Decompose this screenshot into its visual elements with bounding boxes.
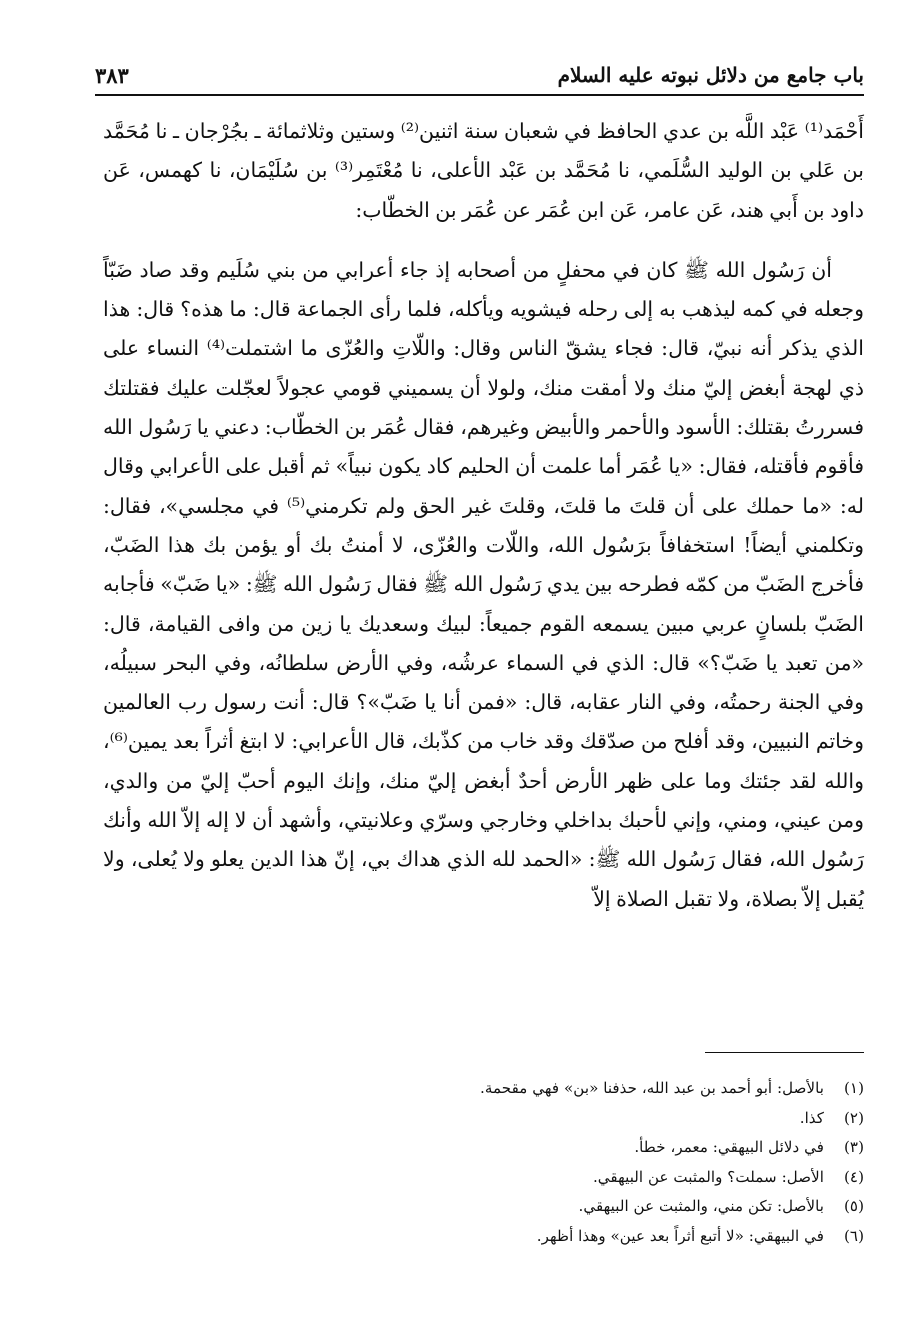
- footnote-divider: [705, 1052, 864, 1053]
- footnote-number: (٤): [843, 1167, 864, 1186]
- footnote-text: بالأصل: تكن مني، والمثبت عن البيهقي.: [578, 1197, 824, 1216]
- page-number: ٣٨٣: [95, 62, 129, 88]
- footnote-number: (٣): [843, 1138, 864, 1157]
- footnote-number: (٥): [843, 1197, 864, 1216]
- footnote-text: كذا.: [799, 1108, 824, 1127]
- footnote-number: (٢): [843, 1108, 864, 1127]
- footnote-text: بالأصل: أبو أحمد بن عبد الله، حذفنا «بن» فهي مقحمة.: [480, 1079, 824, 1097]
- footnotes: [300, 1074, 864, 1252]
- footnote-text: في دلائل البيهقي: معمر، خطأ.: [634, 1138, 824, 1157]
- footnote-text: في البيهقي: «لا أتبع أثراً بعد عين» وهذا أظهر.: [536, 1226, 824, 1245]
- footnote-item: [300, 1133, 864, 1163]
- hadith-paragraph: أن رَسُول الله ﷺ كان في محفلٍ من أصحابه إذ جاء أعرابي من بني سُلَيم وقد صاد ضَبّاً وجعله في كمه ليذهب به إلى رحله فيشويه ويأكله، فلما رأى الجماعة قال: ما هذه؟ قال: هذا الذي يذكر أنه نبيّ، قال: فجاء يشقّ الناس وقال: واللّاتِ والعُزّى ما اشتملت⁽⁴⁾ النساء على ذي لهجة أبغض إليّ منك ولا أمقت منك، ولولا أن يسميني قومي عجولاً لعجّلت عليك فقتلتك فسررتُ بقتلك: الأسود والأحمر والأبيض وغيرهم، فقال عُمَر بن الخطّاب: دعني يا رَسُول الله فأقوم فأقتله، فقال: «يا عُمَر أما علمت أن الحليم كاد يكون نبياً» ثم أقبل على الأعرابي وقال له: «ما حملك على أن قلتَ ما قلتَ، وقلتَ غير الحق ولم تكرمني⁽⁵⁾ في مجلسي»، فقال: وتكلمني أيضاً! استخفافاً برَسُول الله، واللّات والعُزّى، لا أمنتُ بك أو يؤمن بك هذا الضَبّ، فأخرج الضَبّ من كمّه فطرحه بين يدي رَسُول الله ﷺ فقال رَسُول الله ﷺ: «يا ضَبّ» فأجابه الضَبّ بلسانٍ عربي مبين يسمعه القوم جميعاً: لبيك وسعديك يا زين من وافى القيامة، قال: «من تعبد يا ضَبّ؟» قال: الذي في السماء عرشُه، وفي الأرض سلطانُه، وفي البحر سبيلُه، وفي الجنة رحمتُه، وفي النار عقابه، قال: «فمن أنا يا ضَبّ»؟ قال: أنت رسول رب العالمين وخاتم النبيين، وقد أفلح من صدّقك وقد خاب من كذّبك، قال الأعرابي: لا ابتغ أثراً بعد يمين⁽⁶⁾، والله لقد جئتك وما على ظهر الأرض أحدٌ أبغض إليّ منك، وإنك اليوم أحبّ إليّ من والدي، ومن عيني، ومني، وإني لأحبك بداخلي وخارجي وسرّي وعلانيتي، وأشهد أن لا إله إلاّ الله وأنك رَسُول الله، فقال رَسُول الله ﷺ: «الحمد لله الذي هداك بي، إنّ هذا الدين يعلو ولا يُعلى، ولا يُقبل إلاّ بصلاة، ولا تقبل الصلاة إلاّ: [103, 257, 865, 911]
- footnote-text: الأصل: سملت؟ والمثبت عن البيهقي.: [592, 1167, 824, 1186]
- isnad-paragraph: أَحْمَد⁽¹⁾ عَبْد اللَّه بن عدي الحافظ في شعبان سنة اثنين⁽²⁾ وستين وثلاثمائة ـ بجُرْجان ـ نا مُحَمَّد بن عَلي بن الوليد السُّلَمي، نا مُحَمَّد بن عَبْد الأعلى، نا مُعْتَمِر⁽³⁾ بن سُلَيْمَان، نا كهمس، عَن داود بن أَبي هند، عَن عامر، عَن ابن عُمَر عن عُمَر بن الخطّاب:: [103, 119, 864, 222]
- footnote-item: [300, 1192, 864, 1222]
- running-header: [95, 56, 864, 96]
- footnote-number: (١): [843, 1079, 864, 1097]
- footnote-number: (٦): [843, 1226, 864, 1245]
- footnote-item: [300, 1104, 864, 1134]
- chapter-title: باب جامع من دلائل نبوته عليه السلام: [557, 63, 864, 87]
- footnote-item: [300, 1222, 864, 1252]
- main-text: [103, 112, 864, 919]
- footnote-item: [300, 1163, 864, 1193]
- footnote-item: [300, 1074, 864, 1104]
